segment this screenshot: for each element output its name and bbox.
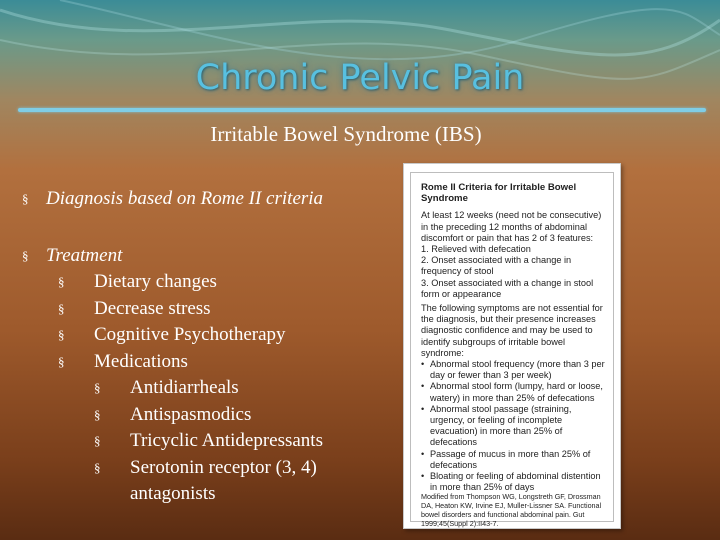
bullet-text: Serotonin receptor (3, 4) antagonists — [130, 456, 317, 504]
bullet-diagnosis — [22, 186, 392, 213]
rome-criteria-figure — [403, 163, 621, 529]
slide-subtitle: Irritable Bowel Syndrome (IBS) — [210, 122, 482, 146]
bullet-marker-icon: § — [58, 327, 65, 342]
figure-feature: 3. Onset associated with a change in stool form or appearance — [421, 277, 594, 299]
bullet-text: Decrease stress — [94, 297, 211, 319]
bullet-list — [22, 186, 392, 508]
figure-symptom: • Abnormal stool passage (straining, urgency, or feeling of incomplete evacuation) in more than 25% of defecations — [421, 403, 572, 448]
bullet-marker-icon: § — [94, 406, 101, 422]
title-underline — [18, 108, 706, 112]
bullet-marker-icon: § — [58, 300, 65, 316]
figure-symptom: • Abnormal stool frequency (more than 3 per day or fewer than 3 per week) — [421, 359, 605, 381]
figure-symptom: • Passage of mucus in more than 25% of defecations — [421, 448, 591, 470]
sub-bullet-psychotherapy — [58, 322, 392, 349]
bullet-text: Antispasmodics — [130, 403, 252, 425]
bullet-text: Cognitive Psychotherapy — [94, 324, 286, 345]
figure-feature: 1. Relieved with defecation — [421, 244, 531, 255]
bullet-marker-icon: § — [58, 274, 65, 289]
dot-icon: • — [421, 448, 425, 459]
dot-icon: • — [421, 403, 425, 414]
bullet-marker-icon: § — [94, 433, 101, 448]
dot-icon: • — [421, 381, 425, 392]
figure-supporting-intro: The following symptoms are not essential for the diagnosis, but their presence increases diagnostic confidence and may be used to identify subgroups of irritable bowel syndrome: — [421, 303, 603, 358]
figure-title: Rome II Criteria for Irritable Bowel Syndrome — [421, 182, 577, 205]
sub-sub-bullet-serotonin — [94, 455, 392, 508]
bullet-text: Treatment — [46, 244, 123, 266]
figure-citation: Modified from Thompson WG, Longstreth GF, Drossman DA, Heaton KW, Irvine EJ, Muller-Lissner SA. Functional bowel disorders and functional abdominal pain. Gut 1999;45(Suppl 2):II43-7. — [421, 492, 602, 528]
sub-sub-bullet-antispasmodics — [94, 402, 392, 429]
sub-bullet-stress — [58, 296, 392, 323]
figure-feature: 2. Onset associated with a change in frequency of stool — [421, 255, 572, 277]
bullet-text: Tricyclic Antidepressants — [130, 430, 323, 451]
dot-icon: • — [421, 471, 425, 482]
bullet-text: Antidiarrheals — [130, 377, 239, 398]
bullet-marker-icon: § — [94, 459, 101, 475]
sub-bullet-medications — [58, 349, 392, 376]
bullet-marker-icon: § — [22, 247, 29, 263]
bullet-text: Dietary changes — [94, 271, 217, 292]
figure-symptom: • Bloating or feeling of abdominal distention in more than 25% of days — [421, 471, 601, 493]
dot-icon: • — [421, 359, 425, 370]
bullet-text: Diagnosis based on Rome II criteria — [46, 188, 324, 209]
bullet-treatment — [22, 243, 392, 270]
figure-body — [421, 182, 607, 529]
figure-symptom: • Abnormal stool form (lumpy, hard or loose, watery) in more than 25% of defecations — [421, 381, 603, 403]
bullet-marker-icon: § — [58, 353, 65, 369]
figure-intro: At least 12 weeks (need not be consecutive) in the preceding 12 months of abdominal discomfort or pain that has 2 of 3 features: — [421, 210, 602, 243]
sub-bullet-dietary — [58, 269, 392, 296]
bullet-marker-icon: § — [22, 191, 29, 206]
bullet-text: Medications — [94, 350, 188, 372]
slide-title: Chronic Pelvic Pain — [195, 58, 525, 98]
sub-sub-bullet-tricyclic — [94, 428, 392, 455]
sub-sub-bullet-antidiarrheals — [94, 375, 392, 402]
bullet-marker-icon: § — [94, 380, 101, 395]
